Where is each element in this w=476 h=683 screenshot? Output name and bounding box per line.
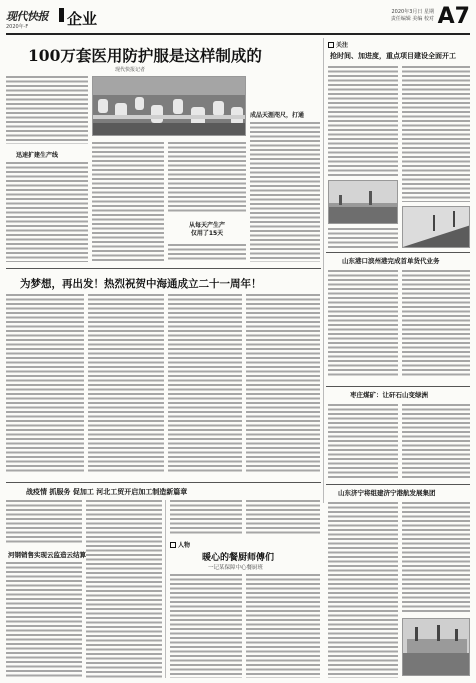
sidebar-story3-col1 [328, 404, 398, 478]
landscape-photo-graphic [329, 181, 398, 224]
lead-byline: 现代快报记者 [115, 67, 146, 73]
lead-text-col1-top [6, 76, 88, 144]
masthead-editors: 责任编辑 美编 校对 [390, 16, 434, 22]
lead-text-col2 [92, 142, 164, 262]
lead-pull-quote-line2: 仅用了15天 [190, 230, 224, 237]
lead-subhead-2: 成品天涯咫尺，打通 [250, 112, 305, 119]
lead-text-col1 [6, 162, 88, 262]
sidebar-rule-2 [326, 386, 470, 387]
bottom-right-text-top [246, 500, 320, 536]
masthead-date: 2020年3月日 星期 [391, 9, 434, 15]
sidebar-story2-col2 [402, 270, 470, 378]
lead-pull-quote [172, 222, 242, 238]
masthead-info [391, 9, 434, 23]
feature-headline: 为梦想，再出发！热烈祝贺中海通成立二十一周年！ [20, 278, 262, 290]
masthead-rule [6, 33, 470, 35]
page-number: A7 [437, 4, 470, 29]
people-text-col1 [170, 574, 242, 678]
sidebar-story4-title: 山东济宁将组建济宁港航发展集团 [338, 489, 436, 497]
sidebar-story2-title: 山东港口滨州港完成首单货代业务 [342, 257, 440, 265]
feature-text-col1 [6, 294, 84, 474]
feature-text-col3 [168, 294, 242, 474]
lead-pull-quote-line1: 从每天产生产 [188, 222, 225, 229]
lead-text-col3-bottom [168, 244, 246, 262]
masthead [6, 4, 470, 34]
sidebar-text-col2 [402, 66, 470, 202]
sidebar-photo-2 [402, 206, 470, 248]
tag-marker-icon [328, 42, 334, 48]
sidebar-section-tag [328, 40, 348, 49]
bottom-divider [165, 500, 166, 678]
sidebar-text-col1-bottom [328, 228, 398, 248]
lead-subhead-1: 迅速扩建生产线 [16, 152, 59, 159]
sidebar-photo-1 [328, 180, 398, 224]
bottom-left-subhead: 河钢销售实现云监造云结算 [8, 551, 86, 559]
newspaper-logo: 现代快报 [6, 10, 48, 23]
sidebar-section-tag-text: 关注 [336, 42, 349, 49]
sidebar-headline: 抢时间、加进度，重点项目建设全面开工 [330, 52, 456, 60]
lead-text-col4 [250, 122, 320, 262]
sidebar-story4-col1 [328, 502, 398, 678]
column-divider [323, 38, 324, 503]
people-section-tag-text: 人物 [178, 542, 191, 549]
section-rule-2 [6, 482, 321, 483]
tag-marker-icon [170, 542, 176, 548]
sidebar-story3-title: 枣庄煤矿：让矸石山变绿洲 [350, 391, 428, 399]
feature-text-col4 [246, 294, 320, 474]
lead-headline: 100万套医用防护服是这样制成的 [28, 46, 262, 65]
people-section-tag [170, 540, 190, 549]
sidebar-story2-col1 [328, 270, 398, 378]
sidebar-rule-1 [326, 252, 470, 253]
people-text-col2 [246, 574, 320, 678]
factory-photo-graphic [93, 77, 246, 136]
section-title-text: 企业 [67, 10, 98, 28]
harbor-photo-graphic [403, 619, 470, 676]
sidebar-story4-col2 [402, 502, 470, 612]
feature-text-col2 [88, 294, 164, 474]
sidebar-photo-3 [402, 618, 470, 676]
lead-photo [92, 76, 246, 136]
bottom-left-text-col1-top [6, 500, 82, 544]
people-headline: 暖心的餐厨师傅们 [202, 553, 275, 563]
section-marker-icon [59, 8, 64, 22]
bottom-left-text-col1 [6, 562, 82, 678]
lead-text-col3-top [168, 142, 246, 212]
masthead-subline: 2020年·F [6, 24, 29, 30]
sidebar-story3-col2 [402, 404, 470, 478]
bottom-left-text-col2 [86, 500, 162, 678]
port-photo-graphic [403, 207, 470, 248]
section-title [59, 8, 97, 29]
bottom-mid-text-top [170, 500, 242, 536]
people-subheadline: 一记某保障中心餐厨班 [208, 565, 264, 571]
sidebar-rule-3 [326, 484, 470, 485]
sidebar-text-col1 [328, 66, 398, 176]
bottom-left-headline: 战疫情 抓服务 促加工 河北工贸开启加工制造新篇章 [26, 488, 188, 496]
section-rule-1 [6, 268, 321, 269]
